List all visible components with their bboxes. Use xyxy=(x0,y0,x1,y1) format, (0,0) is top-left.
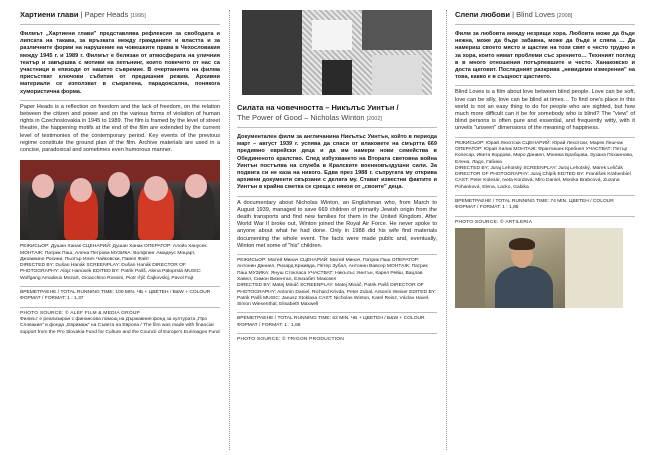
runtime-format: ВРЕМЕТРАЕНЕ / TOTAL RUNNING TIME: 74 MIN. ЦВЕТЕН / COLOUR ФОРМАТ / FORMAT: 1 : 1,85 xyxy=(455,199,614,211)
film-title-bg: Хартиени глави xyxy=(20,10,79,19)
credits-bg: РЕЖИСЬОР: Юрай Лехотски СЦЕНАРИЙ: Юрай Лехотски, Марек Лешчак ОПЕРАТОР: Юрай Хилик МОНТАЖ: Франтишек Кребнел УЧАСТВАТ: Петър Колесар, Иветa Кордова, Миро Даниел, Моника Брабцова, Зузана Поханнова, Елена, Ладо, Габика xyxy=(455,140,634,165)
column-divider xyxy=(446,10,447,450)
photo-source: PHOTO SOURCE: © ARTILERIA xyxy=(455,219,533,225)
film-still-photo xyxy=(242,10,432,95)
film-column-power-of-good xyxy=(237,10,437,449)
photo-source: PHOTO SOURCE: © TRIGON PRODUCTION xyxy=(237,337,345,343)
film-year: [1995] xyxy=(130,13,146,19)
film-still-photo xyxy=(20,160,220,240)
description-en: Paper Heads is a reflection on freedom and the lack of freedom, on the relation between the citizen and power and on the various forms of violation of human rights in Czechoslovakia in 1945 to 1989. The film is framed by the level of street theatre, the happening motifs at the end of the film are extended by the current level of testimonies of the contemporary period. Key events of the previous regime constitute the ground plan of the film. Archive materials are used in a concise, paradoxical and sometimes even humorous manner. xyxy=(20,103,220,154)
description-en: A documentary about Nicholas Winton, an Englishman who, from March to August 1939, managed to save 669 children of primarily Jewish origin from the death transports and find new families for them in the United Kingdom. After World War II broke out, Winton joined the Royal Air Force. He never spoke to anyone about what he had done. Only in 1988 did his wife find materials documenting the whole event. The facts were made public and, eventually, Winton met some of "his" children. xyxy=(237,199,437,249)
column-divider xyxy=(229,10,230,450)
credits-en: DIRECTED BY: Dušan Hanák SCREENPLAY: Dušan Hanák DIRECTOR OF PHOTOGRAPHY: Alojz Hanúsek EDITED BY: Patrik Pašš, Alena Pätoprstá MUSIC: Wolfgang Amadeus Mozart, Gioacchino Rossini, Piotr Il'jič Čajkovskij, Pavol Fajt xyxy=(20,263,202,281)
film-title: Хартиени глави | Paper Heads [1995] xyxy=(20,10,220,25)
credits-bg: РЕЖИСЬОР: Матей Минач СЦЕНАРИЙ: Матей Минач, Патрик Паш ОПЕРАТОР: Антонин Даниел, Рихард Крживда, Петер Зубал, Антонин Вавсер МОНТАЖ: Патрик Паш МУЗИКА: Януш Стокласа УЧАСТВАТ: Никълъс Уинтън, Карел Рейш, Вацлав Хавел, Симон Визентал, Елизабет Максвел xyxy=(237,258,428,282)
funding-note: Филмът е реализиран с финансова помощ на Държавния фонд за културата „Про Словакия" и фонда „Евримаж" на Съвета на Европа / The film was made with financial support from the Pro Slovakia Fund for Culture and the Council of Europe's Eurimages Fund xyxy=(20,316,220,335)
film-year: [2008] xyxy=(557,13,573,19)
credits-bg: РЕЖИСЬОР: Душан Ханак СЦЕНАРИЙ: Душан Ханак ОПЕРАТОР: Алойз Ханусек МОНТАЖ: Патрик Паш, Алена Петрова МУЗИКА: Волфганг Амадеус Моцарт, Джоаккино Росини, Пьотър Илич Чайковски, Павел Файт xyxy=(20,244,207,262)
film-title-en: Blind Loves xyxy=(516,10,555,19)
film-title xyxy=(237,103,437,128)
runtime-format: ВРЕМЕТРАЕНЕ / TOTAL RUNNING TIME: 62 MIN. ЧБ + ЦВЕТЕН / B&W + COLOUR ФОРМАТ / FORMAT: 1 : 1,66 xyxy=(237,316,425,328)
film-title-en: The Power of Good – Nicholas Winton xyxy=(237,113,365,122)
description-bg: Филмът „Хартиени глави" представлява рефлексия за свободата и липсата на такава, за връзката между гражданите и властта и за различните форми на нарушение на човешките права в Чехословакия между 1945 г. и 1989 г. Филмът е белязан от атмосферата на уличния театър и завършва с мотиви на хепънинг, които повечето от нас са участници в епизоди от нашето съвремие. В очертанията на филма присъстват ключови събития от предишния режим. Архивни материали се използват в съкратена, парадоксална, понякога хумористична форма. xyxy=(20,31,220,95)
film-title: Слепи любови | Blind Loves [2008] xyxy=(455,10,635,25)
photo-source: PHOTO SOURCE: © ALEF FILM & MEDIA GROUP xyxy=(20,310,141,316)
description-bg: Филм за любовта между незрящи хора. Любовта може да бъде нежна, може да бъде забавна, може да бъде и сляпа … Да намериш своето място и щастие на този свят е често трудно и за хора, които нямат проблеми със зрението… Технният поглед в в много отношения потърпевшите и често. Ханаковско и доста щеговит. Последният разкрива „невидими измерения" на това, какво е в същност щастието. xyxy=(455,31,635,81)
credits-en: DIRECTED BY: Juraj Lehotský SCREENPLAY: Juraj Lehotský, Marek Leščák DIRECTOR OF PHOTOGRAPHY: Juraj Chlpík EDITED BY: František Krähenbiel CAST: Peter Kolesár, Iveta Kordová, Miro Daniel, Monika Brabcová, Zuzana Pohanková, Elena, Lacko, Gabika xyxy=(455,165,631,190)
credits-en: DIRECTED BY: Matej Mináč SCREENPLAY: Matej Mináč, Patrik Pašš DIRECTOR OF PHOTOGRAPHY: Antonín Daniel, Richard Krivda, Peter Zubal, Antonín Weiser EDITED BY: Patrik Pašš MUSIC: Janusz Stoklasa CAST: Nicholas Winton, Karel Reisz, Václav Havel, Simon Wiesenthal, Elisabeth Maxwell xyxy=(237,283,437,308)
runtime-format: ВРЕМЕТРАЕНЕ / TOTAL RUNNING TIME: 100 MIN. ЧБ + ЦВЕТЕН / B&W + COLOUR ФОРМАТ / FORMAT: 1 : 1,37 xyxy=(20,290,211,302)
description-en: Blind Loves is a film about love between blind people. Love can be soft, love can be silly, love can be blind at times… To find one's place in this world is not an easy thing to do for people who are sighted, but how much more difficult can it be for somebody who is blind? The "view" of blind persons is often pure and essential, and frequently witty, with it unveils "unseen" dimensions of the meaning of happiness. xyxy=(455,89,635,132)
film-title-bg: Силата на човечността – Никълъс Уинтън / xyxy=(237,103,399,112)
film-year: [2002] xyxy=(366,116,382,122)
film-column-paper-heads xyxy=(20,10,220,449)
film-title-en: Paper Heads xyxy=(84,10,129,19)
film-column-blind-loves xyxy=(455,10,635,449)
film-title-bg: Слепи любови xyxy=(455,10,510,19)
film-still-photo xyxy=(455,228,623,308)
description-bg: Документален филм за англичанина Никълъс Уинтън, който в периода март – август 1939 г. успява да спаси от влаковете на смъртта 669 предимно еврейски деца и да им намери нови семейства в Обединеното кралство. След избухването на Втората световна война Уинтън постъпва на служба в Кралските военновъздушни сили. За подвига си не каза на никого. Едва през 1988 г. съпругата му открива архивни документи свързани с делата му. Стават известни фактите и Уинтън в крайна сметка се среща с някои от „своите" деца. xyxy=(237,134,437,191)
